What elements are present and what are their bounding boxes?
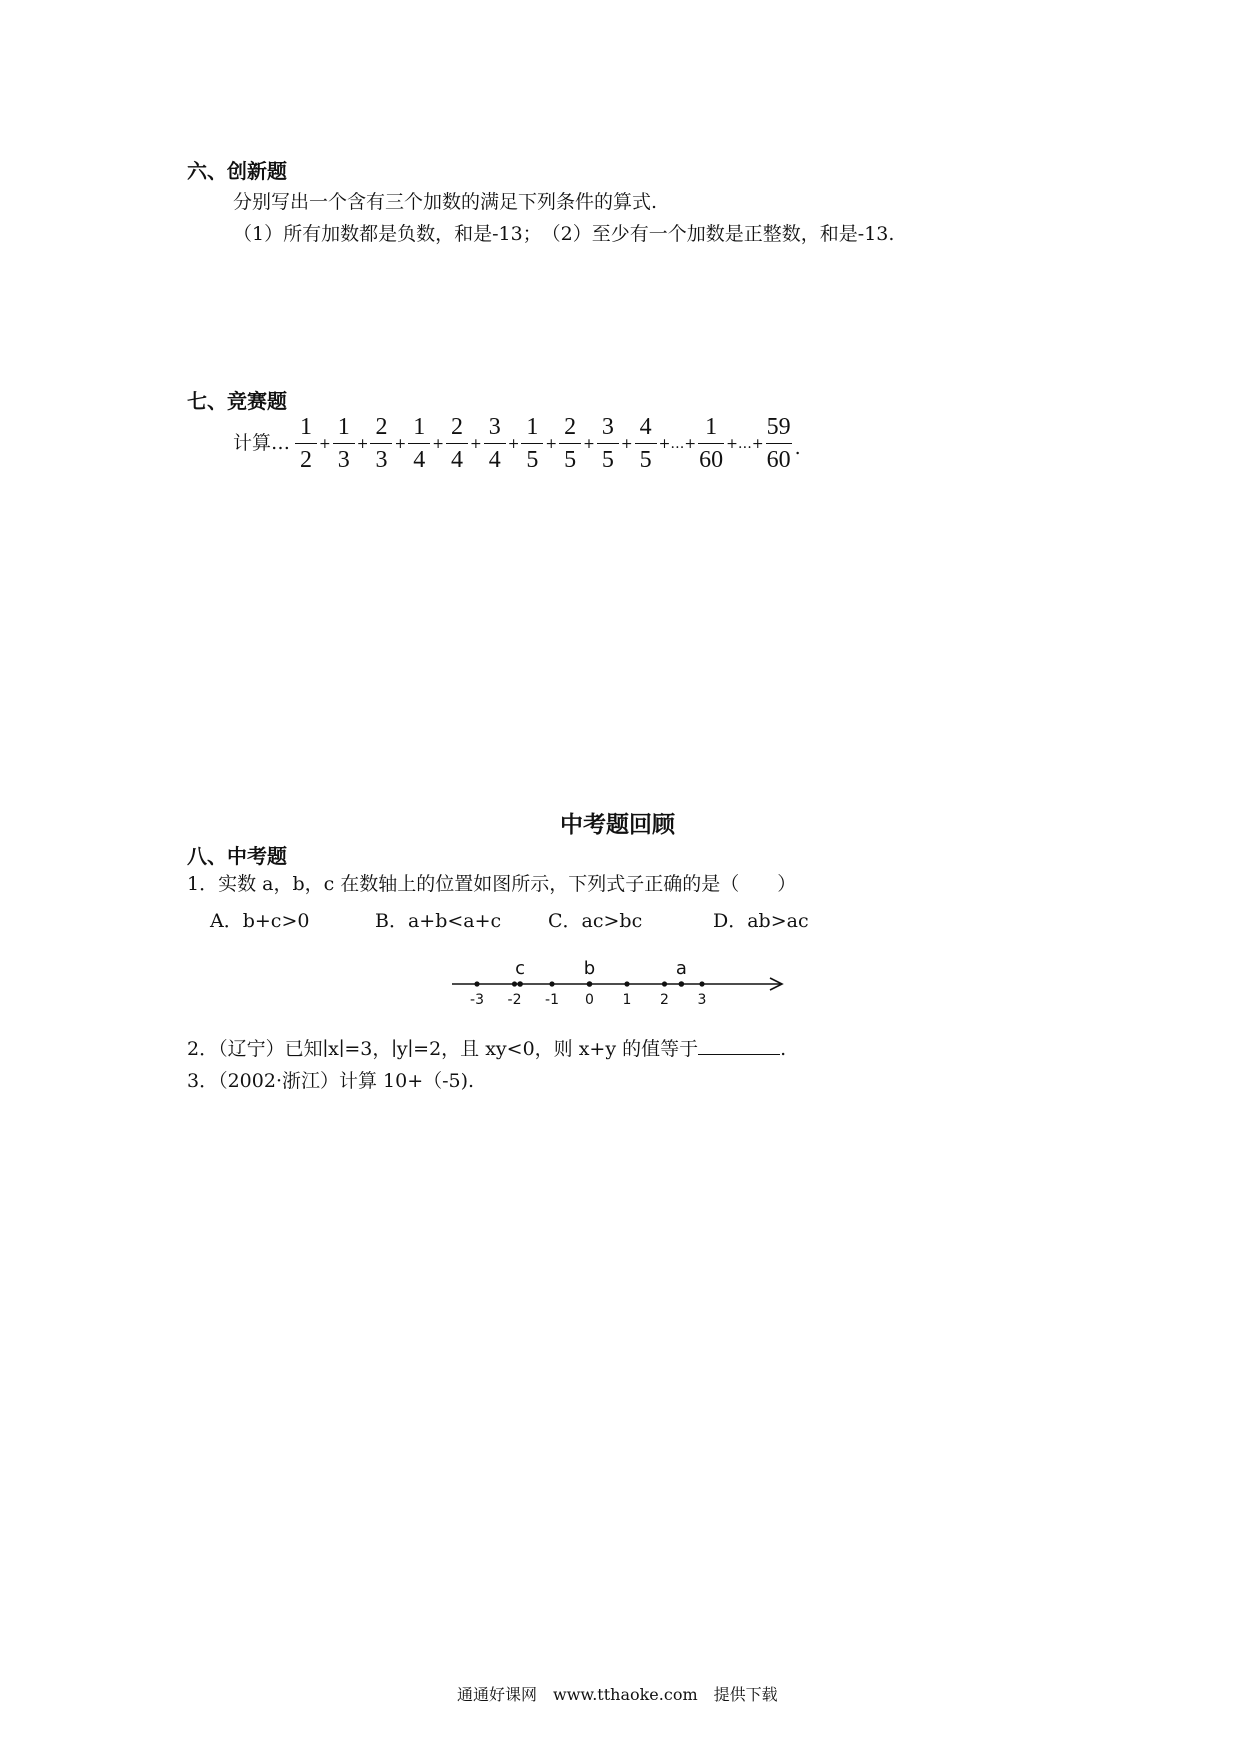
fraction-denominator: 60	[766, 443, 792, 475]
tick-label: 3	[697, 992, 707, 1008]
point-label-b: b	[583, 958, 596, 979]
plus-operator: +	[545, 435, 558, 452]
fraction-expression	[233, 412, 801, 475]
plus-operator: +	[394, 435, 407, 452]
review-title: 中考题回顾	[560, 812, 675, 838]
expression-prefix: 计算…	[233, 432, 291, 454]
section6-prompt: 分别写出一个含有三个加数的满足下列条件的算式.	[233, 191, 658, 213]
fraction-denominator: 3	[370, 443, 392, 475]
fraction-9	[597, 412, 619, 475]
option-b: B．a+b<a+c	[375, 910, 502, 932]
fraction-11	[698, 412, 724, 475]
plus-operator: +	[469, 435, 482, 452]
tick-dot	[662, 981, 667, 986]
plus-operator: +	[620, 435, 633, 452]
fraction-6	[484, 412, 506, 475]
section6-heading: 六、创新题	[187, 159, 287, 183]
fraction-denominator: 5	[521, 443, 543, 475]
fraction-2	[333, 412, 355, 475]
fraction-numerator: 2	[564, 414, 577, 440]
option-c: C．ac>bc	[548, 910, 643, 932]
point-b	[587, 981, 593, 987]
question-3: 3．（2002·浙江）计算 10+（-5).	[187, 1070, 475, 1092]
fraction-7	[521, 412, 543, 475]
tick-label: -1	[545, 992, 559, 1008]
question-2-end: .	[780, 1038, 787, 1060]
point-c	[517, 981, 523, 987]
plus-operator: +	[319, 435, 331, 452]
point-label-c: c	[515, 958, 526, 979]
tick-dot	[474, 981, 479, 986]
tick-dot	[624, 981, 629, 986]
number-line-figure	[440, 945, 800, 1013]
fraction-denominator: 4	[446, 443, 468, 475]
fraction-numerator: 2	[450, 414, 463, 440]
fraction-1	[295, 412, 317, 475]
option-d: D．ab>ac	[713, 910, 809, 932]
tick-dot	[549, 981, 554, 986]
section7-heading: 七、竞赛题	[187, 389, 287, 413]
option-a: A．b+c>0	[210, 910, 310, 932]
tick-dot	[512, 981, 517, 986]
tick-label: 0	[585, 992, 594, 1008]
fraction-numerator: 1	[413, 414, 426, 440]
tick-label: -2	[507, 992, 522, 1008]
fraction-denominator: 5	[635, 443, 657, 475]
fraction-denominator: 2	[295, 443, 317, 475]
tick-dot	[699, 981, 704, 986]
plus-operator: +	[432, 435, 444, 452]
fraction-5	[446, 412, 468, 475]
section8-heading: 八、中考题	[187, 844, 287, 868]
fraction-denominator: 5	[597, 443, 619, 475]
fraction-numerator: 3	[488, 414, 501, 440]
plus-operator: +	[583, 435, 595, 452]
fraction-10	[635, 412, 657, 475]
fraction-numerator: 1	[705, 414, 718, 440]
expression-end: .	[794, 436, 801, 459]
fraction-denominator: 60	[698, 443, 724, 475]
ellipsis-operator: +…+	[726, 435, 764, 452]
plus-operator: +	[507, 435, 520, 452]
fraction-numerator: 4	[639, 414, 652, 440]
fraction-denominator: 4	[408, 443, 430, 475]
question-2-text: 2．（辽宁）已知∣x∣=3，∣y∣=2，且 xy<0，则 x+y 的值等于	[187, 1038, 699, 1060]
plus-operator: +	[356, 435, 369, 452]
fraction-denominator: 4	[484, 443, 506, 475]
fraction-numerator: 2	[375, 414, 388, 440]
point-label-a: a	[675, 958, 687, 979]
footer-credit: 通通好课网 www.tthaoke.com 提供下载	[457, 1685, 778, 1704]
fraction-3	[370, 412, 392, 475]
fraction-8	[559, 412, 581, 475]
fraction-12	[766, 412, 792, 475]
fraction-4	[408, 412, 430, 475]
tick-label: 1	[622, 992, 632, 1008]
fraction-numerator: 3	[601, 414, 614, 440]
fraction-denominator: 3	[333, 443, 355, 475]
fraction-numerator: 1	[526, 414, 539, 440]
tick-label: 2	[660, 992, 669, 1008]
fraction-numerator: 1	[337, 414, 350, 440]
point-a	[679, 981, 685, 987]
answer-blank[interactable]	[698, 1036, 780, 1055]
question-1: 1．实数 a，b，c 在数轴上的位置如图所示，下列式子正确的是（ ）	[187, 873, 797, 895]
ellipsis-operator: +…+	[658, 435, 697, 452]
fraction-denominator: 5	[559, 443, 581, 475]
fraction-numerator: 1	[300, 414, 313, 440]
section6-conditions: （1）所有加数都是负数，和是-13； （2）至少有一个加数是正整数，和是-13.	[233, 223, 895, 245]
fraction-numerator: 59	[766, 414, 791, 440]
question-2	[187, 1036, 786, 1061]
tick-label: -3	[470, 992, 484, 1008]
